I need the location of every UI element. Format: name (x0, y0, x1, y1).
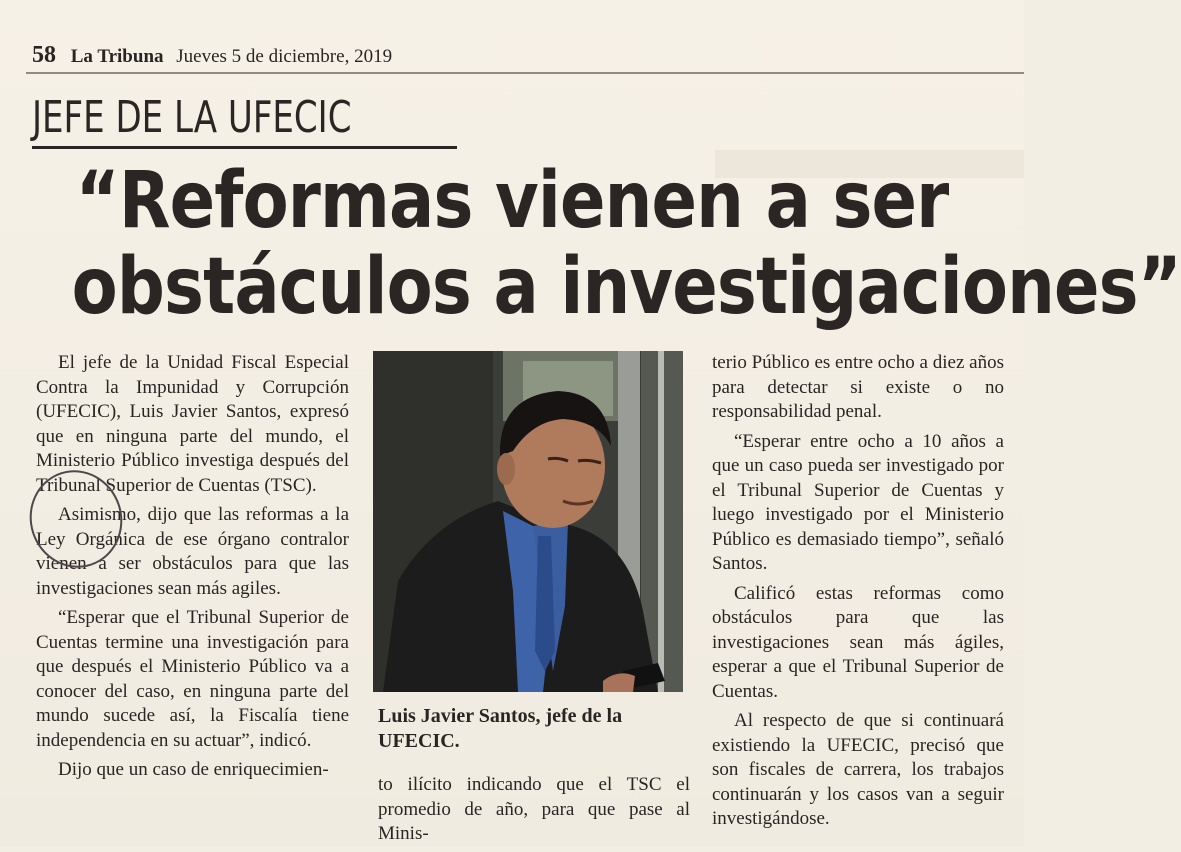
headline-line-1: “Reformas vienen a ser (75, 156, 949, 246)
paragraph: Al respecto de que si continuará existiendo la UFECIC, precisó que son fiscales de carrera, los trabajos continuarán y los casos van a seguir investigándose. (712, 710, 1004, 829)
paragraph: El jefe de la Unidad Fiscal Especial Contra la Impunidad y Corrupción (UFECIC), Luis Javier Santos, expresó que en ninguna parte del mundo, el Ministerio Público investiga después del Tribunal Superior de Cuentas (TSC). (36, 352, 349, 496)
paragraph: to ilícito indicando que el TSC el promedio de año, para que pase al Minis- (378, 774, 690, 844)
headline-line-2: obstáculos a investigaciones” (71, 242, 1181, 332)
article-column-3 (712, 351, 1004, 837)
article-column-1 (36, 351, 349, 788)
header-rule (26, 72, 1024, 74)
paragraph: “Esperar que el Tribunal Superior de Cuentas termine una investigación para que después el Ministerio Público va a conocer del caso, en ninguna parte del mundo sucede así, la Fiscalía tiene independencia en su actuar”, indicó. (36, 607, 349, 751)
kicker-underline (32, 146, 457, 149)
kicker: JEFE DE LA UFECIC (32, 92, 352, 143)
newspaper-name: La Tribuna (70, 46, 164, 67)
article-column-2-continuation (378, 773, 690, 852)
paragraph: Dijo que un caso de enriquecimien- (58, 759, 329, 780)
paragraph: Calificó estas reformas como obstáculos para que las investigaciones sean más ágiles, esperar a que el Tribunal Superior de Cuentas. (712, 582, 1004, 702)
paragraph: “Esperar entre ocho a 10 años a que un caso pueda ser investigado por el Tribunal Superior de Cuentas y luego investigado por el Ministerio Público es demasiado tiempo”, señaló Santos. (712, 430, 1004, 574)
photo-caption: Luis Javier Santos, jefe de la UFECIC. (378, 705, 623, 752)
page-folio (32, 42, 392, 69)
issue-date: Jueves 5 de diciembre, 2019 (176, 46, 393, 67)
portrait-photo (373, 351, 683, 692)
paragraph: Asimismo, dijo que las reformas a la Ley Orgánica de ese órgano contralor vienen a ser obstáculos para que las investigaciones sean más agiles. (36, 504, 349, 599)
headline (0, 156, 1181, 332)
paragraph: terio Público es entre ocho a diez años para detectar si existe o no responsabilidad penal. (712, 352, 1004, 422)
page-number: 58 (32, 42, 56, 68)
portrait-illustration (373, 351, 683, 692)
